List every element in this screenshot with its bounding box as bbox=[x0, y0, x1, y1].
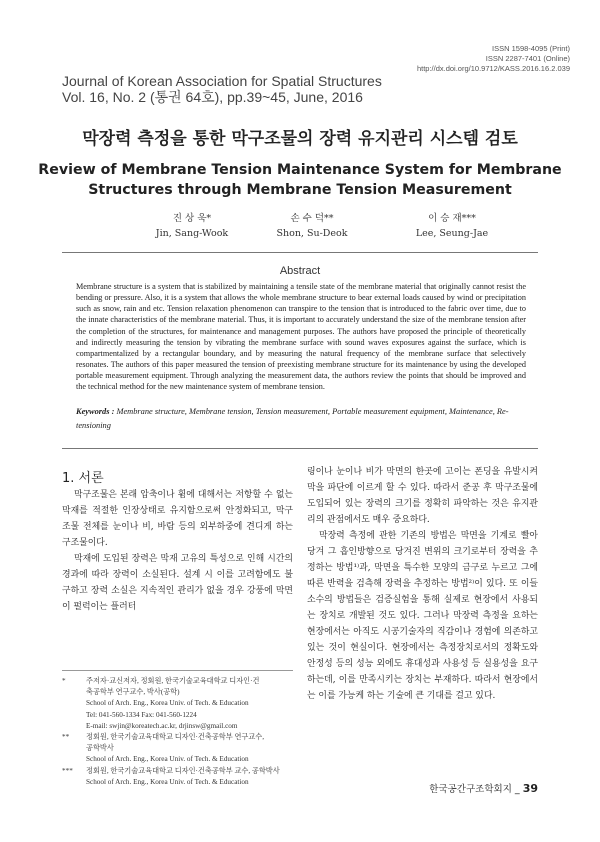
paragraph: 막재에 도입된 장력은 막재 고유의 특성으로 인해 시간의 경과에 따라 장력이 소실된다. 설계 시 이를 고려함에도 불구하고 장력 소실은 지속적인 관리가 없을 경우 강풍에 막면이 펄럭이는 플러터 bbox=[62, 554, 293, 612]
title-english-line1: Review of Membrane Tension Maintenance System for Membrane bbox=[38, 162, 562, 178]
abstract-text: Membrane structure is a system that is stabilized by maintaining a tensile state of the membrane material that originally cannot resist the bending or pressure. Also, it is a system that allows the whole membrane structure to bear external loads caused by wind or precipitation such as snow, rain and etc. Tension relaxation phenomenon can transpire to the tension that is introduced to the fabric over time, due to the innate characteristics of the membrane material. Thus, it is important to accurately understand the size of the membrane tension after the completion of the structures, for maintenance and management purposes. The authors have proposed the principle of theoretically and indirectly measuring the tension by vibrating the membrane surface with sound waves exposures against the surface, which is compartmentalized by a rectangular boundary, and by measuring the natural frequency of the membrane surface that selectively resonates. The authors of this paper measured the tension of preexisting membrane structure for its maintenance by using the developed portable measurement equipment. Through analyzing the measurement data, the authors review the points that should be improved and the technical method for the new maintenance system of membrane tension. bbox=[76, 282, 526, 392]
footer-journal-name: 한국공간구조학회지 bbox=[429, 784, 512, 795]
footnotes bbox=[62, 676, 292, 788]
author-2-english: Shon, Su-Deok bbox=[276, 228, 348, 239]
author-1-korean: 진 상 욱* bbox=[172, 213, 212, 224]
footnote-email[interactable]: E-mail: swjin@koreatech.ac.kr, drjinsw@gmail.com bbox=[86, 721, 238, 730]
footnote-line: Tel: 041-560-1334 Fax: 041-560-1224 bbox=[86, 710, 197, 719]
author-3 bbox=[362, 211, 542, 241]
paragraph: 링이나 눈이나 비가 막면의 한곳에 고이는 폰딩을 유발시켜 막을 파단에 이르게 할 수 있다. 따라서 준공 후 막구조물에 도입되어 있는 장력의 크기를 정확히 파악하는 것은 유지관리의 관점에서도 매우 중요하다. bbox=[307, 467, 538, 525]
divider-top bbox=[62, 252, 538, 253]
footnote-line: School of Arch. Eng., Korea Univ. of Tech. & Education bbox=[86, 699, 249, 708]
issn-block bbox=[417, 44, 570, 74]
author-3-korean: 이 승 재*** bbox=[428, 213, 476, 224]
footnote-1 bbox=[62, 676, 292, 732]
page-footer bbox=[429, 781, 538, 795]
author-1-english: Jin, Sang-Wook bbox=[155, 228, 229, 239]
title-english bbox=[0, 160, 600, 200]
right-column bbox=[307, 464, 538, 704]
keywords-label: Keywords : bbox=[76, 407, 115, 416]
footnote-2 bbox=[62, 732, 292, 766]
footnote-3 bbox=[62, 766, 292, 788]
title-english-line2: Structures through Membrane Tension Measurement bbox=[88, 182, 512, 198]
footer-separator: _ bbox=[514, 784, 520, 795]
keywords-list: Membrane structure, Membrane tension, Tension measurement, Portable measurement equipment, Maintenance, Re-tensioning bbox=[76, 407, 509, 430]
footnote-line: 공학박사 bbox=[86, 744, 114, 753]
left-column bbox=[62, 487, 293, 615]
volume-info: Vol. 16, No. 2 (통권 64호), pp.39~45, June, 2016 bbox=[62, 89, 363, 105]
page-number: 39 bbox=[522, 782, 538, 795]
author-2-korean: 손 수 덕** bbox=[290, 213, 334, 224]
doi-link[interactable]: http://dx.doi.org/10.9712/KASS.2016.16.2.039 bbox=[416, 64, 570, 73]
footnote-line: 축공학부 연구교수, 박사(공학) bbox=[86, 688, 180, 697]
paragraph: 막구조물은 본래 압축이나 휨에 대해서는 저항할 수 없는 막재를 적절한 인장상태로 유지함으로써 안정화되고, 막구조물 전체를 눈이나 비, 바람 등의 외부하중에 견디게 하는 구조물이다. bbox=[62, 490, 293, 548]
footnote-line: School of Arch. Eng., Korea Univ. of Tech. & Education bbox=[86, 755, 249, 764]
footnote-line: School of Arch. Eng., Korea Univ. of Tech. & Education bbox=[86, 777, 249, 786]
issn-online: ISSN 2287-7401 (Online) bbox=[485, 54, 570, 63]
journal-header bbox=[62, 73, 382, 105]
footnote-line: 정회원, 한국기술교육대학교 디자인·건축공학부 연구교수, bbox=[86, 733, 265, 742]
issn-print: ISSN 1598-4095 (Print) bbox=[492, 44, 570, 53]
journal-name: Journal of Korean Association for Spatial Structures bbox=[62, 73, 382, 89]
footnote-mark: ** bbox=[62, 733, 70, 742]
footnote-divider bbox=[62, 670, 293, 671]
keywords bbox=[76, 405, 526, 433]
footnote-line: 정회원, 한국기술교육대학교 디자인·건축공학부 교수, 공학박사 bbox=[86, 766, 280, 775]
title-korean: 막장력 측정을 통한 막구조물의 장력 유지관리 시스템 검토 bbox=[82, 129, 518, 149]
divider-bottom bbox=[62, 448, 538, 449]
author-3-english: Lee, Seung-Jae bbox=[415, 228, 489, 239]
section-heading-intro: 1. 서론 bbox=[62, 471, 104, 486]
footnote-mark: * bbox=[62, 677, 66, 685]
abstract-heading: Abstract bbox=[279, 265, 321, 277]
footnote-line: 주저자·교신저자, 정회원, 한국기술교육대학교 디자인·건 bbox=[86, 677, 260, 685]
paragraph: 막장력 측정에 관한 기존의 방법은 막면을 기계로 빨아 당겨 그 흡인방향으로 당겨진 변위의 크기로부터 장력을 추정하는 방법¹⁾과, 막면을 특수한 모양의 금구로 누르고 그에 따른 반력을 검측해 장력을 추정하는 방법²⁾이 있다. 또 이들 소수의 방법들은 검증실험을 통해 실제로 현장에서 사용되는 장치로 개발된 것도 있다. 그러나 막장력 측정을 요하는 현장에서는 아직도 시공기술자의 직감이나 경험에 의존하고 있는 것이 현실이다. 현장에서는 측정장치로서의 정확도와 안정성 등의 성능 외에도 휴대성과 사용성 등 실용성을 요구하는데, 이를 만족시키는 장치는 부재하다. 따라서 현장에서는 이를 가능케 하는 기술에 큰 기대를 걸고 있다. bbox=[307, 531, 538, 701]
footnote-mark: *** bbox=[62, 766, 73, 775]
